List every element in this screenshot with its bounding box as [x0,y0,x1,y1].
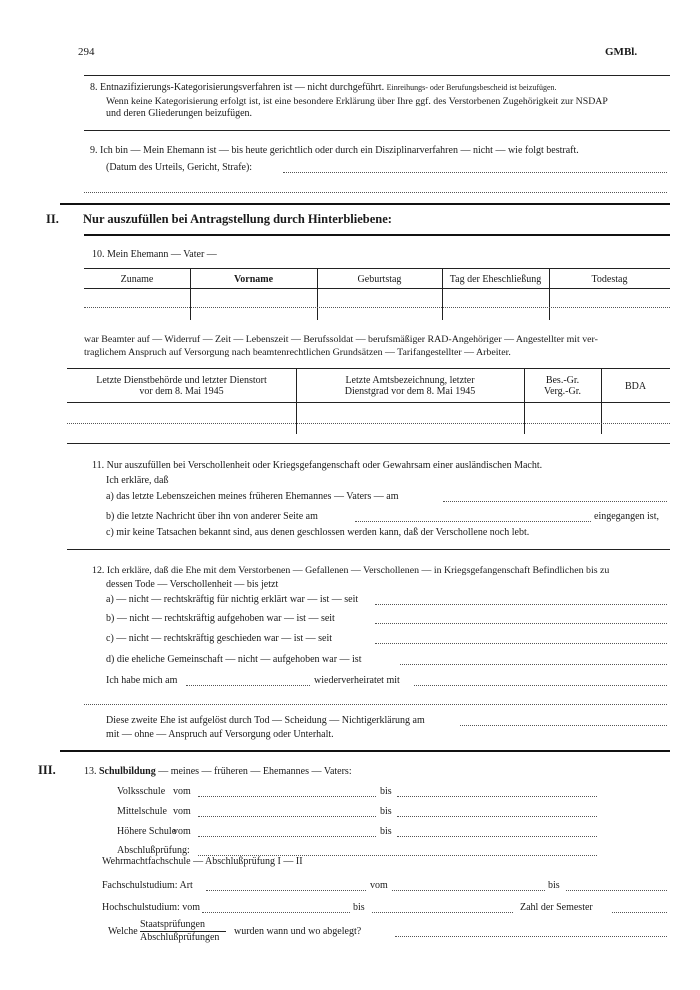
item8-line3: und deren Gliederungen beizufügen. [106,108,253,119]
bis-label: bis [380,806,392,817]
col-todestag: Todestag [591,274,628,285]
lastsign-date-field[interactable] [443,501,667,502]
table-vline [317,268,318,320]
fachschul-to-field[interactable] [566,890,667,891]
hoehere-to-field[interactable] [397,836,597,837]
vom-label: vom [173,826,191,837]
remarried-with-field[interactable] [414,685,667,686]
t2-col1: Letzte Dienstbehörde und letzter Dienstort vor dem 8. Mai 1945 [96,375,267,397]
bis-label: bis [380,826,392,837]
item12-a-field[interactable] [375,604,667,605]
item8-line1: 8. Entnazifizierungs-Kategorisierungsverfahren ist — nicht durchgeführt. Einreihungs- oder Berufungsbescheid ist beizufügen. [90,82,557,93]
col-vorname: Vorname [233,274,274,285]
wehrmacht-label: Wehrmachtfachschule — Abschlußprüfung I — II [102,856,303,867]
section2-numeral: II. [46,212,59,226]
item11-line2: Ich erkläre, daß [106,475,169,486]
item10-status-line2: traglichem Anspruch auf Versorgung nach beamtenrechtlichen Grundsätzen — Tarifangestellter — Arbeiter. [84,347,511,358]
item12-a: a) — nicht — rechtskräftig für nichtig erklärt war — ist — seit [106,594,359,605]
vom-label: vom [370,880,388,891]
staatspruefungen-label: Staatsprüfungen [140,919,205,930]
table-line [84,288,670,289]
section-divider [84,234,670,236]
hochschul-label: Hochschulstudium: vom [102,902,201,913]
vom-label: vom [173,806,191,817]
item11-line1: 11. Nur auszufüllen bei Verschollenheit oder Kriegsgefangenschaft oder Gewahrsam einer ausländischen Macht. [92,460,543,471]
volksschule-to-field[interactable] [397,796,597,797]
item9-line1: 9. Ich bin — Mein Ehemann ist — bis heute gerichtlich oder durch ein Disziplinarverfahren — nicht — wie folgt bestraft. [90,145,579,156]
mittelschule-to-field[interactable] [397,816,597,817]
table-vline [601,368,602,434]
journal-name: GMBl. [605,46,638,58]
table-line [84,268,670,269]
section3-numeral: III. [38,763,56,777]
page-number: 294 [78,46,95,58]
item9-line2: (Datum des Urteils, Gericht, Strafe): [106,162,253,173]
table-vline [296,368,297,434]
item11-b-end: eingegangen ist, [594,511,659,522]
item8-line2: Wenn keine Kategorisierung erfolgt ist, ist eine besondere Erklärung über Ihre ggf. des Verstorbenen Zugehörigkeit zur NSDAP [106,96,608,107]
remarried-label-1: Ich habe mich am [106,675,178,686]
table-vline [549,268,550,320]
mittelschule-from-field[interactable] [198,816,376,817]
item12-b: b) — nicht — rechtskräftig aufgehoben war — ist — seit [106,613,335,624]
dissolved-line1: Diese zweite Ehe ist aufgelöst durch Tod — Scheidung — Nichtigerklärung am [106,715,425,726]
divider [84,75,670,76]
divider [67,549,670,550]
mittelschule-label: Mittelschule [117,806,167,817]
item12-c-field[interactable] [375,643,667,644]
dissolved-line2: mit — ohne — Anspruch auf Versorgung oder Unterhalt. [106,729,334,740]
vom-label: vom [173,786,191,797]
hoehere-from-field[interactable] [198,836,376,837]
bis-label: bis [548,880,560,891]
penalty-field-2[interactable] [84,192,667,193]
col-geburtstag: Geburtstag [357,274,402,285]
semester-label: Zahl der Semester [520,902,593,913]
penalty-field[interactable] [283,172,667,173]
table-line [67,402,670,403]
volksschule-label: Volksschule [117,786,166,797]
welche-label: Welche [108,926,138,937]
t2-col2: Letzte Amtsbezeichnung, letzter Dienstgrad vor dem 8. Mai 1945 [344,375,476,397]
semester-field[interactable] [612,912,667,913]
remarried-extra-field[interactable] [84,704,667,705]
hoehere-schule-label: Höhere Schule [117,826,177,837]
hochschul-to-field[interactable] [372,912,513,913]
col-zuname: Zuname [120,274,154,285]
bis-label: bis [380,786,392,797]
remarried-label-2: wiederverheiratet mit [314,675,400,686]
col-eheschliessung: Tag der Eheschließung [449,274,542,285]
hochschul-from-field[interactable] [202,912,350,913]
divider [67,443,670,444]
item12-d: d) die eheliche Gemeinschaft — nicht — aufgehoben war — ist [106,654,362,665]
table-vline [524,368,525,434]
volksschule-from-field[interactable] [198,796,376,797]
fachschul-art-field[interactable] [206,890,366,891]
remarried-date-field[interactable] [186,685,310,686]
t2-col3: Bes.-Gr. Verg.-Gr. [543,375,582,397]
pruefungen-field[interactable] [395,936,667,937]
item11-c: c) mir keine Tatsachen bekannt sind, aus denen geschlossen werden kann, daß der Verschollene noch lebt. [106,527,530,538]
table2-row-field[interactable] [67,423,670,424]
t2-col4: BDA [624,381,647,392]
item12-d-field[interactable] [400,664,667,665]
lastnews-date-field[interactable] [355,521,591,522]
item13-heading: 13. Schulbildung — meines — früheren — Ehemannes — Vaters: [84,766,352,777]
section-divider [60,750,670,752]
dissolved-date-field[interactable] [460,725,667,726]
table-row-field[interactable] [84,307,670,308]
item12-line2: dessen Tode — Verschollenheit — bis jetzt [106,579,279,590]
bis-label: bis [353,902,365,913]
item12-b-field[interactable] [375,623,667,624]
item10-status-line1: war Beamter auf — Widerruf — Zeit — Lebenszeit — Berufssoldat — berufsmäßiger RAD-Angehöriger — Angestellter mit ver- [84,334,598,345]
abschluss-label: Abschlußprüfung: [117,845,190,856]
section2-title: Nur auszufüllen bei Antragstellung durch Hinterbliebene: [83,212,392,226]
abschlusspruefungen-label: Abschlußprüfungen [140,932,220,943]
item11-b: b) die letzte Nachricht über ihn von anderer Seite am [106,511,318,522]
fachschul-from-field[interactable] [392,890,545,891]
item11-a: a) das letzte Lebenszeichen meines früheren Ehemannes — Vaters — am [106,491,399,502]
fachschul-label: Fachschulstudium: Art [102,880,193,891]
table-vline [190,268,191,320]
item12-c: c) — nicht — rechtskräftig geschieden war — ist — seit [106,633,333,644]
table-vline [442,268,443,320]
item12-line1: 12. Ich erkläre, daß die Ehe mit dem Verstorbenen — Gefallenen — Verschollenen — in Kriegsgefangenschaft Befindlichen bis zu [92,565,610,576]
section-divider [60,203,670,205]
abgelegt-label: wurden wann und wo abgelegt? [234,926,362,937]
divider [84,130,670,131]
table-line [67,368,670,369]
item10-label: 10. Mein Ehemann — Vater — [92,249,217,260]
